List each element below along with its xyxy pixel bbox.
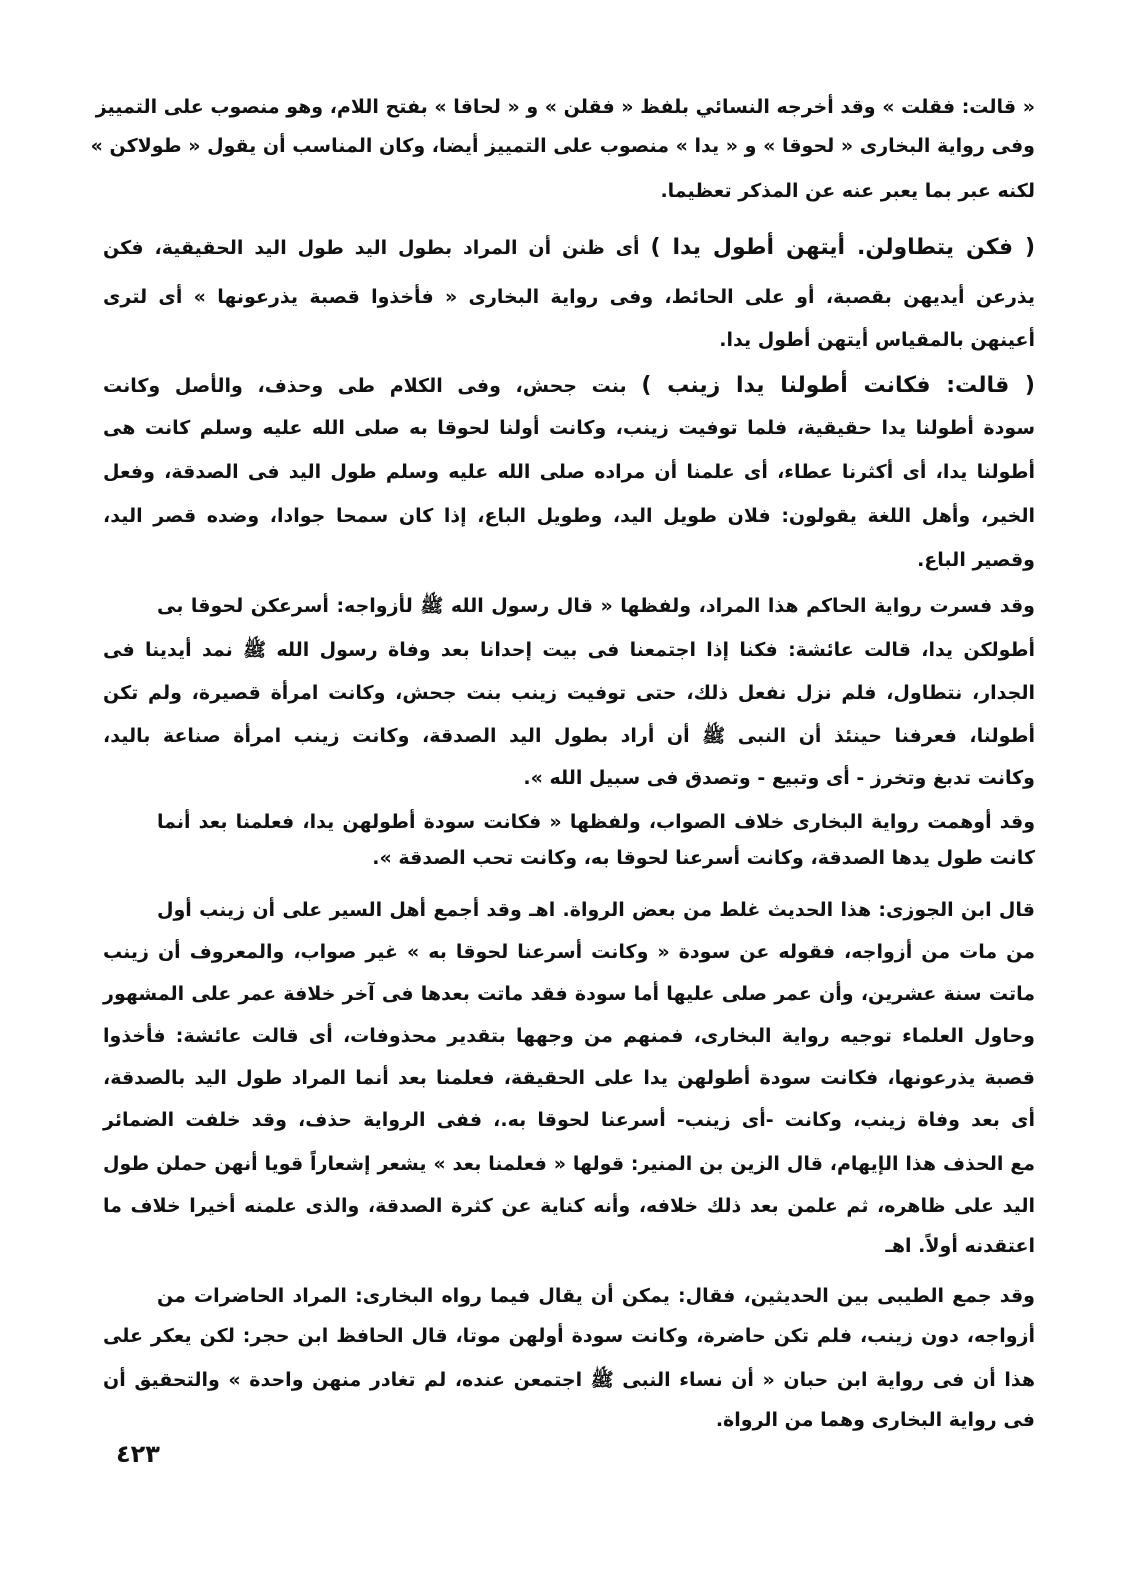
line-text: أزواجه، دون زينب، فلم تكن حاضرة، وكانت سودة أولهن موتا، قال الحافظ ابن حجر: لكن يعكر على xyxy=(103,1325,1035,1347)
line-text: « قالت: فقلت » وقد أخرجه النسائي بلفظ « فقلن » و « لحاقا » بفتح اللام، وهو منصوب على التمييز xyxy=(95,96,1035,118)
line-text: سودة أطولنا يدا حقيقية، فلما توفيت زينب، وكانت أولنا لحوقا به صلى الله عليه وسلم كانت هى xyxy=(103,417,1035,439)
line-text: أى ظنن أن المراد بطول اليد طول اليد الحقيقية، فكن xyxy=(103,237,651,259)
line-text: يذرعن أيديهن بقصبة، أو على الحائط، وفى رواية البخارى « فأخذوا قصبة يذرعونها » أى لترى xyxy=(103,286,1035,308)
line-text: وحاول العلماء توجيه رواية البخارى، فمنهم من وجهها بتقدير محذوفات، أى قالت عائشة: فأخذوا xyxy=(103,1025,1035,1047)
line-text: أطولنا يدا، أى أكثرنا عطاء، أى علمنا أن مراده صلى الله عليه وسلم طول اليد فى الصدقة، وفعل xyxy=(103,461,1035,483)
text-line xyxy=(103,1231,1035,1261)
line-text: وفى رواية البخارى « لحوقا » و « يدا » منصوب على التمييز أيضا، وكان المناسب أن يقول « طولاكن » xyxy=(90,135,1035,157)
text-line xyxy=(103,1365,1035,1395)
text-line xyxy=(103,763,1035,793)
text-line xyxy=(90,131,1035,161)
hadith-quote-heading: ( قالت: فكانت أطولنا يدا زينب ) xyxy=(641,373,1035,398)
text-line xyxy=(103,1191,1035,1221)
line-text: أطولنا، فعرفنا حينئذ أن النبى ﷺ أن أراد بطول اليد الصدقة، وكانت زينب امرأة صناعة باليد، xyxy=(103,725,1035,747)
text-line xyxy=(103,282,1035,312)
line-text: أى بعد وفاة زينب، وكانت -أى زينب- أسرعنا لحوقا به.، ففى الرواية حذف، وقد خلفت الضمائر xyxy=(103,1109,1035,1131)
text-line xyxy=(103,721,1035,751)
line-text: من مات من أزواجه، فقوله عن سودة « وكانت أسرعنا لحوقا به » غير صواب، والمعروف أن زينب xyxy=(103,941,1035,963)
text-line xyxy=(103,1405,1035,1435)
text-line xyxy=(103,979,1035,1009)
text-line xyxy=(103,937,1035,967)
text-line xyxy=(103,545,1035,575)
text-line xyxy=(103,678,1035,708)
text-line xyxy=(103,413,1035,443)
line-text: مع الحذف هذا الإيهام، قال الزين بن المنير: قولها « فعلمنا بعد » يشعر إشعاراً قويا أنهن حملن طول xyxy=(103,1153,1035,1175)
text-line xyxy=(103,1105,1035,1135)
line-text: هذا أن فى رواية ابن حبان « أن نساء النبى ﷺ اجتمعن عنده، لم تغادر منهن واحدة » والتحقيق أن xyxy=(103,1369,1035,1391)
text-line xyxy=(103,325,1035,355)
line-text: فى رواية البخارى وهما من الرواة. xyxy=(715,1409,1035,1431)
text-line xyxy=(103,1063,1035,1093)
line-text: وقد جمع الطيبى بين الحديثين، فقال: يمكن أن يقال فيما رواه البخارى: المراد الحاضرات من xyxy=(157,1285,1035,1307)
text-line xyxy=(103,457,1035,487)
text-line xyxy=(157,591,1035,621)
line-text: الجدار، نتطاول، فلم نزل نفعل ذلك، حتى توفيت زينب بنت جحش، وكانت امرأة قصيرة، ولم تكن xyxy=(103,682,1035,704)
text-line xyxy=(103,635,1035,665)
line-text: قصبة يذرعونها، فكانت سودة أطولهن يدا على الحقيقة، فعلمنا بعد أنما المراد طول اليد بالصدقة، xyxy=(103,1067,1035,1089)
text-line xyxy=(103,1021,1035,1051)
text-line xyxy=(157,807,1035,837)
line-text: وقصير الباع. xyxy=(917,549,1035,571)
text-line xyxy=(157,1281,1035,1311)
line-text: قال ابن الجوزى: هذا الحديث غلط من بعض الرواة. اهـ وقد أجمع أهل السير على أن زينب أول xyxy=(157,899,1035,921)
line-text: كانت طول يدها الصدقة، وكانت أسرعنا لحوقا به، وكانت تحب الصدقة ». xyxy=(372,847,1035,869)
line-text: بنت جحش، وفى الكلام طى وحذف، والأصل وكانت xyxy=(103,375,642,397)
hadith-quote-heading: ( فكن يتطاولن. أيتهن أطول يدا ) xyxy=(650,235,1035,260)
text-line xyxy=(103,1149,1035,1179)
line-text: وقد فسرت رواية الحاكم هذا المراد، ولفظها « قال رسول الله ﷺ لأزواجه: أسرعكن لحوقا بى xyxy=(157,595,1035,617)
page-number: ٤٢٣ xyxy=(116,1440,160,1468)
text-line xyxy=(103,501,1035,531)
line-text: لكنه عبر بما يعبر عنه عن المذكر تعظيما. xyxy=(660,180,1035,202)
line-text: وكانت تدبغ وتخرز - أى وتبيع - وتصدق فى سبيل الله ». xyxy=(523,767,1035,789)
line-text: وقد أوهمت رواية البخارى خلاف الصواب، ولفظها « فكانت سودة أطولهن يدا، فعلمنا بعد أنما xyxy=(157,811,1035,833)
line-text: أطولكن يدا، قالت عائشة: فكنا إذا اجتمعنا فى بيت إحدانا بعد وفاة رسول الله ﷺ نمد أيدينا فى xyxy=(103,639,1035,661)
line-text: ماتت سنة عشرين، وأن عمر صلى عليها أما سودة فقد ماتت بعدها فى آخر خلافة عمر على المشهور xyxy=(103,983,1035,1005)
line-text: الخير، وأهل اللغة يقولون: فلان طويل اليد، وطويل الباع، إذا كان سمحا جوادا، وضده قصر اليد، xyxy=(103,505,1035,527)
text-line xyxy=(103,1321,1035,1351)
text-line xyxy=(157,895,1035,925)
line-text: اليد على ظاهره، ثم علمن بعد ذلك خلافه، وأنه كناية عن كثرة الصدقة، والذى علمنه أخيرا خلاف ما xyxy=(103,1195,1035,1217)
text-line xyxy=(103,233,1035,263)
text-line xyxy=(103,843,1035,873)
text-line xyxy=(95,92,1035,122)
line-text: أعينهن بالمقياس أيتهن أطول يدا. xyxy=(719,329,1035,351)
text-line xyxy=(103,176,1035,206)
line-text: اعتقدنه أولاً. اهـ xyxy=(885,1235,1035,1257)
text-line xyxy=(103,371,1035,401)
